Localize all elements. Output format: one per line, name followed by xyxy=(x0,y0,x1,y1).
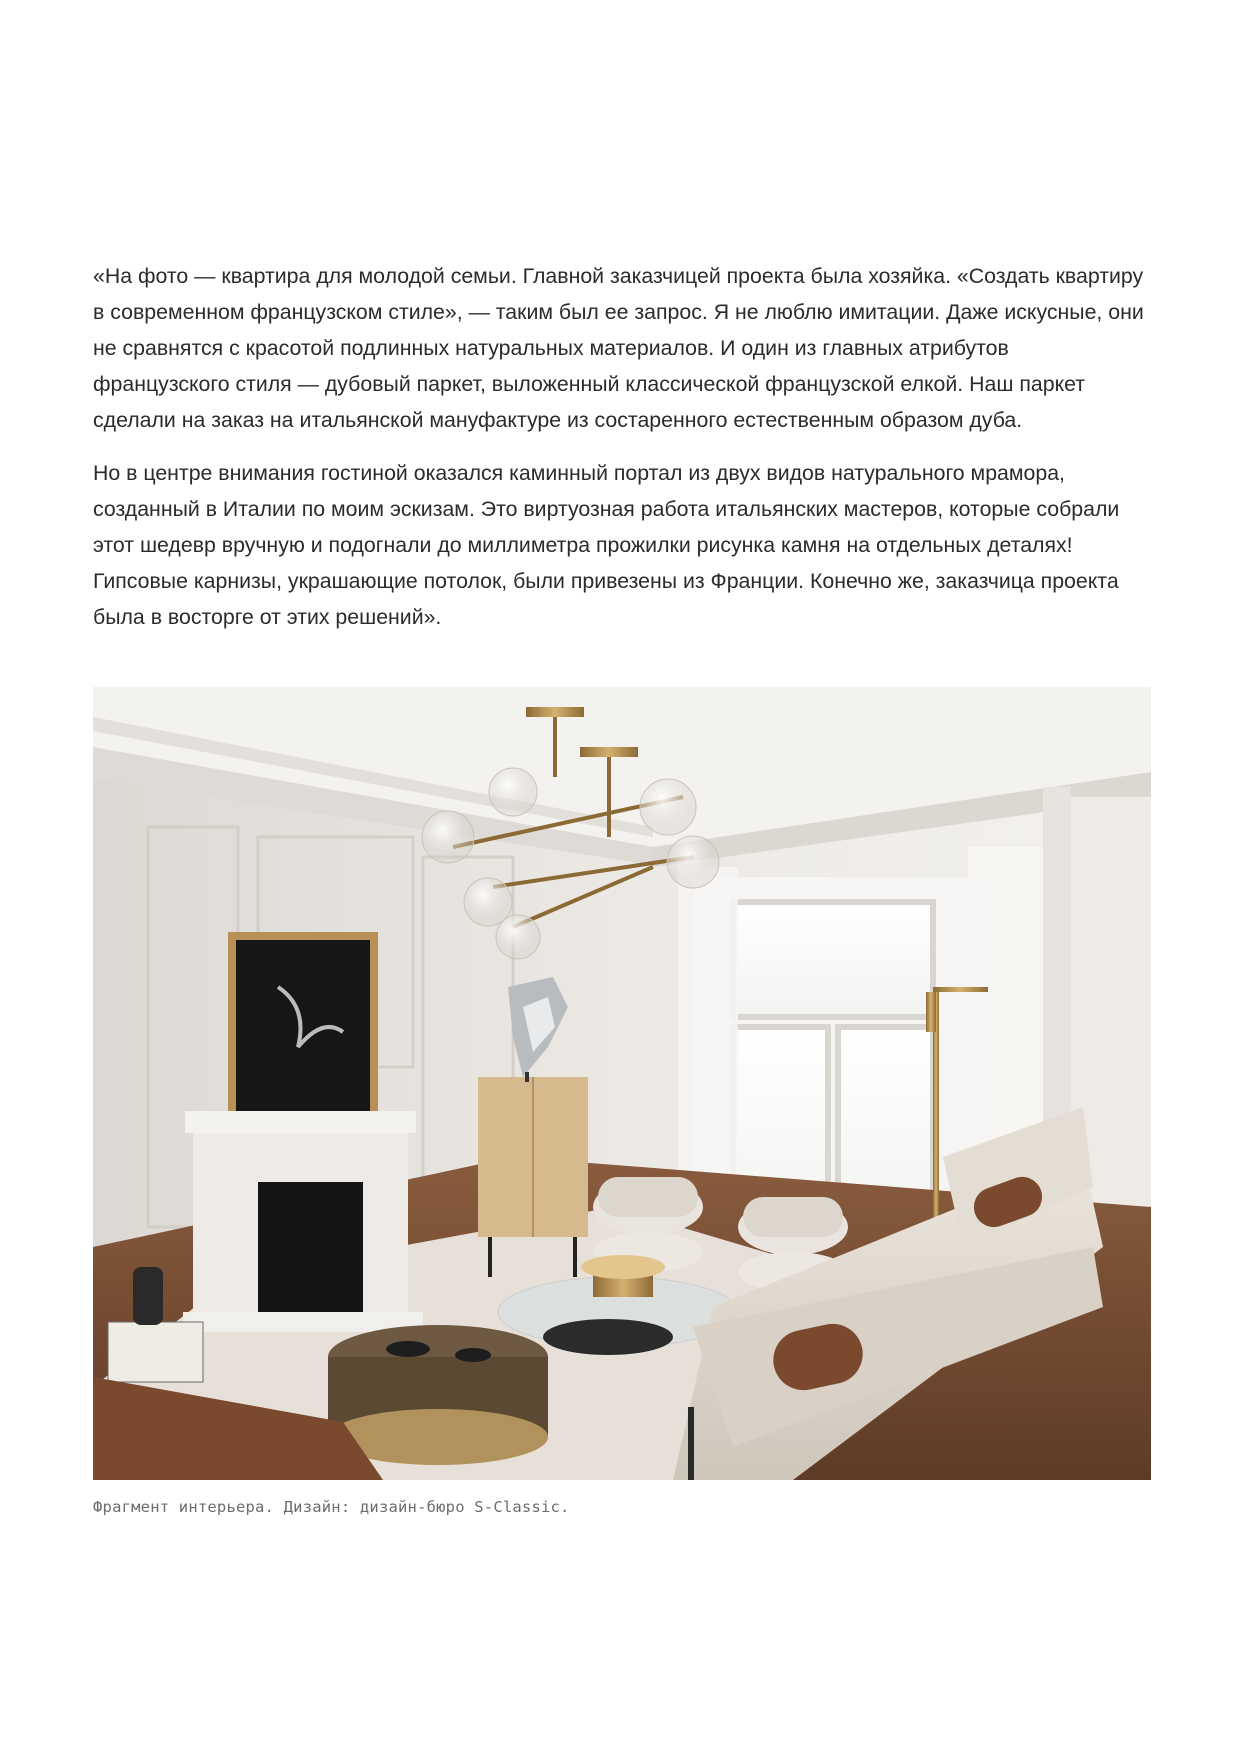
interior-photo-illustration xyxy=(93,687,1151,1480)
article-body xyxy=(93,258,1151,635)
paragraph-1: «На фото — квартира для молодой семьи. Главной заказчицей проекта была хозяйка. «Создать квартиру в современном французском стиле», — таким был ее запрос. Я не люблю имитации. Даже искусные, они не сравнятся с красотой подлинных натуральных материалов. И один из главных атрибутов французского стиля — дубовый паркет, выложенный классической французской елкой. Наш паркет сделали на заказ на итальянской мануфактуре из состаренного естественным образом дуба. xyxy=(93,264,1144,432)
interior-photo xyxy=(93,687,1151,1480)
paragraph-2: Но в центре внимания гостиной оказался каминный портал из двух видов натурального мрамора, созданный в Италии по моим эскизам. Это виртуозная работа итальянских мастеров, которые собрали этот шедевр вручную и подогнали до миллиметра прожилки рисунка камня на отдельных деталях! Гипсовые карнизы, украшающие потолок, были привезены из Франции. Конечно же, заказчица проекта была в восторге от этих решений». xyxy=(93,461,1120,629)
photo-caption: Фрагмент интерьера. Дизайн: дизайн-бюро S-Classic. xyxy=(93,1498,570,1516)
